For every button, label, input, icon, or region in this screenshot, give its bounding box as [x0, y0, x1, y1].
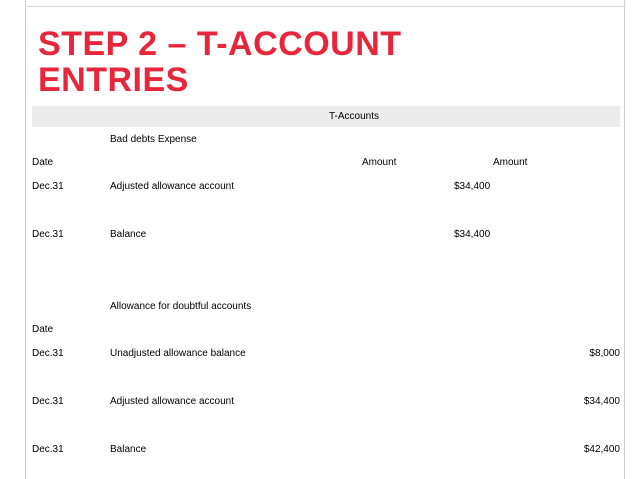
slide-title-line-1: STEP 2 – T-ACCOUNT [38, 25, 402, 63]
column-header-date: Date [32, 157, 54, 168]
slide-frame-top [25, 6, 625, 7]
row-credit-amount: $34,400 [583, 396, 620, 407]
row-description: Balance [110, 444, 147, 455]
account-title-row [28, 133, 620, 147]
row-debit-amount: $34,400 [454, 229, 491, 240]
slide-title-line-2: ENTRIES [38, 61, 189, 99]
row-description: Adjusted allowance account [110, 396, 234, 407]
account-name-bad-debts: Bad debts Expense [110, 134, 197, 145]
column-header-amount-1: Amount [362, 157, 397, 168]
row-date: Dec.31 [32, 181, 64, 192]
table-row [28, 347, 620, 361]
column-header-amount-2: Amount [493, 157, 528, 168]
t-accounts-header: T-Accounts [328, 111, 380, 122]
account-name-allowance: Allowance for doubtful accounts [110, 301, 252, 312]
table-row [28, 180, 620, 194]
slide-frame-right [624, 0, 625, 479]
slide-title [38, 26, 402, 98]
row-description: Unadjusted allowance balance [110, 348, 246, 359]
row-description: Adjusted allowance account [110, 181, 234, 192]
row-debit-amount: $34,400 [454, 181, 491, 192]
row-date: Dec.31 [32, 348, 64, 359]
row-date: Dec.31 [32, 396, 64, 407]
table-row [28, 443, 620, 457]
row-credit-amount: $42,400 [583, 444, 620, 455]
row-date: Dec.31 [32, 444, 64, 455]
column-header-row [28, 323, 620, 337]
table-row [28, 228, 620, 242]
table-row [28, 395, 620, 409]
row-date: Dec.31 [32, 229, 64, 240]
row-credit-amount: $8,000 [589, 348, 620, 359]
column-header-row [28, 156, 620, 170]
column-header-date: Date [32, 324, 54, 335]
row-description: Balance [110, 229, 147, 240]
account-title-row [28, 300, 620, 314]
slide-frame-left [25, 0, 26, 479]
